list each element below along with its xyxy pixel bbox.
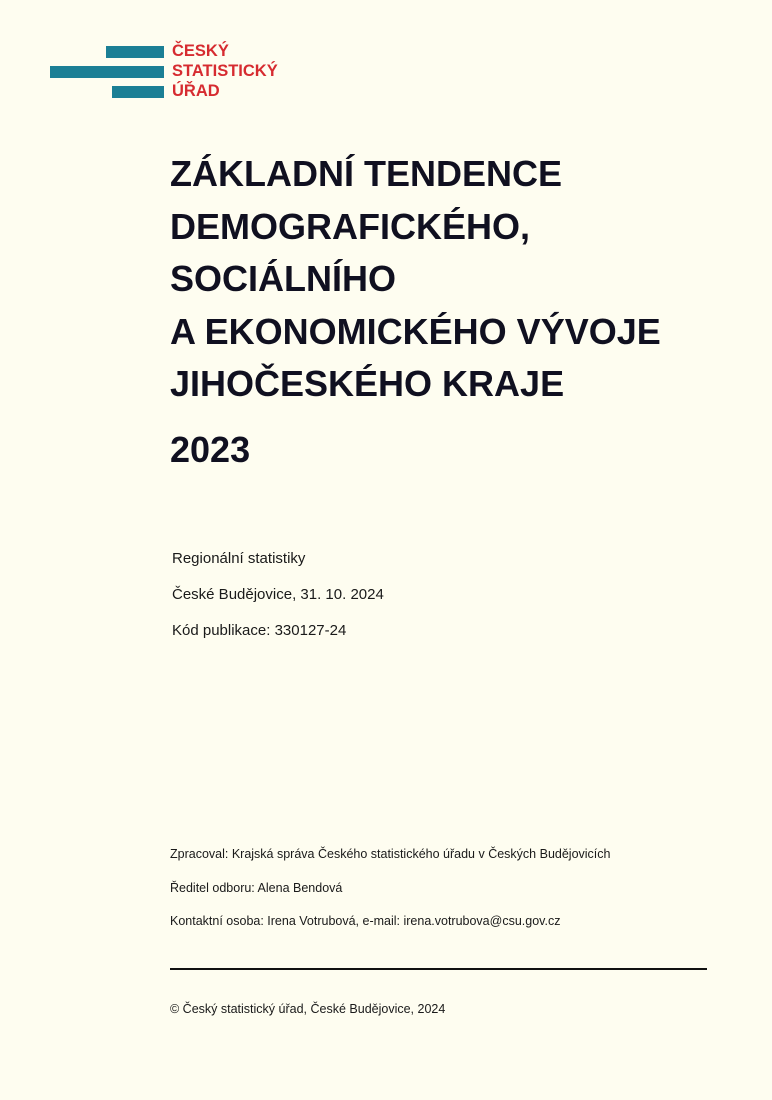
place-date: České Budějovice, 31. 10. 2024 [172,586,384,603]
director: Ředitel odboru: Alena Bendová [170,880,343,895]
logo-line-3: ÚŘAD [172,82,220,100]
title-line-3: SOCIÁLNÍHO [170,258,397,299]
csu-logo [50,40,310,104]
publication-code: Kód publikace: 330127-24 [172,622,347,639]
publication-title [170,148,750,411]
copyright-notice: © Český statistický úřad, České Budějovice, 2024 [170,1002,446,1016]
logo-bar-middle [50,66,164,78]
prepared-by: Zpracoval: Krajská správa Českého statistického úřadu v Českých Budějovicích [170,847,611,861]
title-line-4: A EKONOMICKÉHO VÝVOJE [170,310,661,352]
horizontal-divider [170,968,707,970]
series-name: Regionální statistiky [172,550,306,567]
credits-block [170,846,610,947]
logo-line-1: ČESKÝ [172,42,229,60]
publication-year: 2023 [170,429,251,470]
logo-wordmark [172,41,278,101]
logo-bar-top [106,46,164,58]
title-line-5: JIHOČESKÉHO KRAJE [170,363,565,404]
title-line-2: DEMOGRAFICKÉHO, [170,205,530,247]
logo-bar-bottom [112,86,164,98]
publication-meta [172,550,384,658]
contact-person: Kontaktní osoba: Irena Votrubová, e-mail: irena.votrubova@csu.gov.cz [170,914,561,928]
title-line-1: ZÁKLADNÍ TENDENCE [170,153,562,194]
logo-line-2: STATISTICKÝ [172,62,278,80]
